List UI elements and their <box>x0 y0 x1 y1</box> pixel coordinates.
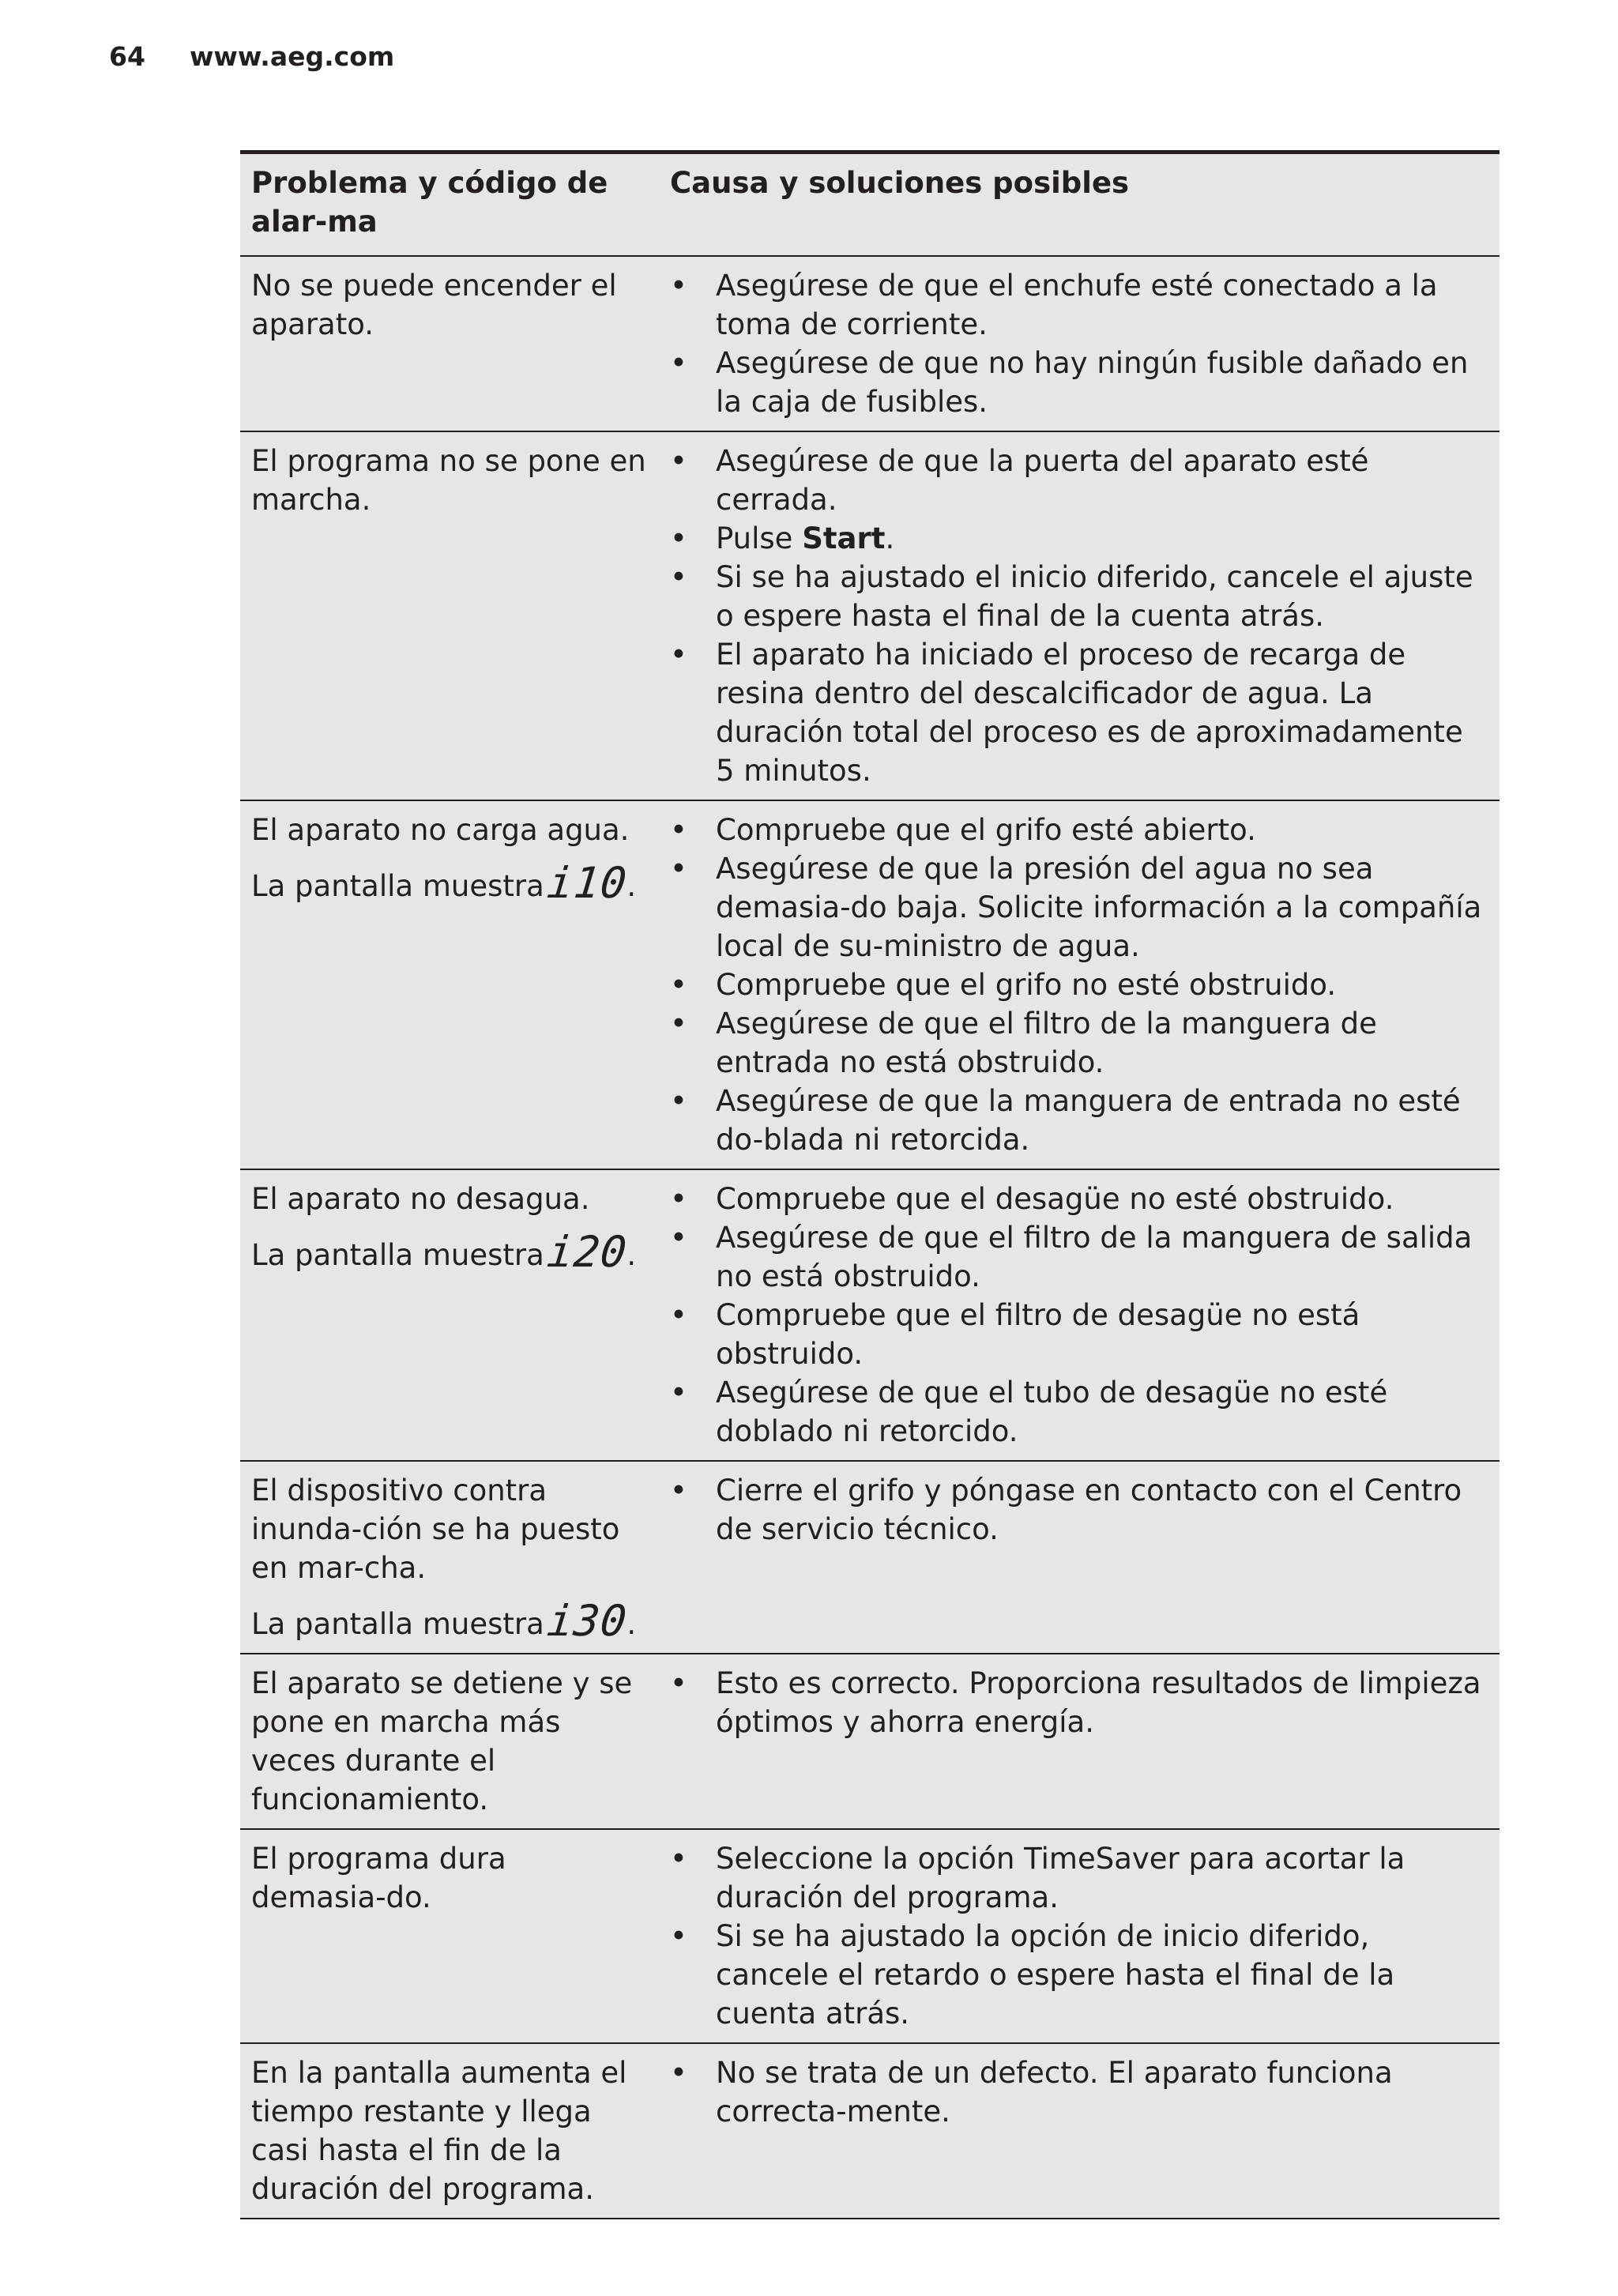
cause-item: • Asegúrese de que el filtro de la manguera de salida no está obstruido. <box>670 1218 1488 1296</box>
display-suffix: . <box>627 1607 637 1641</box>
display-message <box>251 858 648 908</box>
problem-cell <box>240 2043 659 2219</box>
problem-text: El aparato no desagua. <box>251 1182 590 1216</box>
cause-item: • Asegúrese de que la manguera de entrada no esté do-blada ni retorcida. <box>670 1082 1488 1159</box>
page-header <box>109 41 394 72</box>
causes-list <box>670 1180 1488 1451</box>
problem-text: El programa no se pone en marcha. <box>251 444 646 517</box>
table-row <box>240 431 1499 800</box>
cause-item: • Esto es correcto. Proporciona resultados de limpieza óptimos y ahorra energía. <box>670 1664 1488 1741</box>
table-row <box>240 256 1499 431</box>
causes-cell <box>659 256 1499 431</box>
cause-item <box>670 519 1488 558</box>
problem-text: El aparato no carga agua. <box>251 813 630 847</box>
cause-item: • Compruebe que el filtro de desagüe no está obstruido. <box>670 1296 1488 1373</box>
display-suffix: . <box>627 1238 637 1272</box>
cause-item: • Compruebe que el grifo esté abierto. <box>670 811 1488 849</box>
causes-list <box>670 1664 1488 1741</box>
alarm-code: i20 <box>544 1227 630 1277</box>
cause-item: • Asegúrese de que el enchufe esté conectado a la toma de corriente. <box>670 266 1488 344</box>
cause-item: • Seleccione la opción TimeSaver para acortar la duración del programa. <box>670 1839 1488 1917</box>
problem-cell <box>240 800 659 1169</box>
cause-item: • El aparato ha iniciado el proceso de recarga de resina dentro del descalcificador de agua. La duración total del proceso es de aproximadamente 5 minutos. <box>670 635 1488 790</box>
display-message <box>251 1596 648 1646</box>
problem-cell <box>240 1654 659 1829</box>
cause-text: . <box>885 521 895 555</box>
problem-text: No se puede encender el aparato. <box>251 269 617 341</box>
causes-cell <box>659 2043 1499 2219</box>
causes-cell <box>659 1461 1499 1654</box>
table-row <box>240 1461 1499 1654</box>
display-suffix: . <box>627 869 637 903</box>
causes-cell <box>659 1169 1499 1461</box>
cause-item: • No se trata de un defecto. El aparato funciona correcta-mente. <box>670 2053 1488 2131</box>
table-row <box>240 1169 1499 1461</box>
causes-cell <box>659 431 1499 800</box>
cause-item: • Si se ha ajustado el inicio diferido, cancele el ajuste o espere hasta el final de la cuenta atrás. <box>670 558 1488 635</box>
cause-item: • Asegúrese de que no hay ningún fusible dañado en la caja de fusibles. <box>670 344 1488 421</box>
display-prefix: La pantalla muestra <box>251 1607 544 1641</box>
causes-list <box>670 442 1488 790</box>
problem-text: El dispositivo contra inunda-ción se ha puesto en mar-cha. <box>251 1474 620 1585</box>
table-row <box>240 800 1499 1169</box>
cause-item: • Asegúrese de que el tubo de desagüe no esté doblado ni retorcido. <box>670 1373 1488 1451</box>
website-url: www.aeg.com <box>189 41 395 72</box>
start-button-label: Start <box>802 521 886 555</box>
table-row <box>240 2043 1499 2219</box>
causes-list <box>670 811 1488 1159</box>
column-header-problem: Problema y código de alar-ma <box>251 166 608 239</box>
causes-cell <box>659 1829 1499 2043</box>
display-message <box>251 1227 648 1277</box>
display-prefix: La pantalla muestra <box>251 1238 544 1272</box>
causes-cell <box>659 800 1499 1169</box>
cause-item: • Asegúrese de que la puerta del aparato esté cerrada. <box>670 442 1488 519</box>
display-prefix: La pantalla muestra <box>251 869 544 903</box>
problem-cell <box>240 1169 659 1461</box>
alarm-code: i10 <box>544 858 630 908</box>
alarm-code: i30 <box>544 1596 630 1646</box>
problem-cell <box>240 431 659 800</box>
cause-item: • Cierre el grifo y póngase en contacto con el Centro de servicio técnico. <box>670 1471 1488 1549</box>
cause-item: • Compruebe que el grifo no esté obstruido. <box>670 965 1488 1004</box>
problem-cell <box>240 1461 659 1654</box>
table-header-row <box>240 152 1499 257</box>
problem-text: El aparato se detiene y se pone en marcha más veces durante el funcionamiento. <box>251 1666 633 1816</box>
cause-item: • Asegúrese de que el filtro de la manguera de entrada no está obstruido. <box>670 1004 1488 1082</box>
causes-list <box>670 1839 1488 2033</box>
problem-text: El programa dura demasia-do. <box>251 1842 506 1914</box>
causes-cell <box>659 1654 1499 1829</box>
problem-cell <box>240 256 659 431</box>
cause-item: • Asegúrese de que la presión del agua no sea demasia-do baja. Solicite información a la compañía local de su-ministro de agua. <box>670 849 1488 965</box>
causes-list <box>670 2053 1488 2131</box>
column-header-causes: Causa y soluciones posibles <box>670 166 1130 200</box>
causes-list <box>670 266 1488 421</box>
table-row <box>240 1829 1499 2043</box>
problem-cell <box>240 1829 659 2043</box>
causes-list <box>670 1471 1488 1549</box>
cause-item: • Compruebe que el desagüe no esté obstruido. <box>670 1180 1488 1218</box>
page-number: 64 <box>109 41 145 72</box>
troubleshooting-table <box>240 150 1499 2219</box>
cause-item: • Si se ha ajustado la opción de inicio diferido, cancele el retardo o espere hasta el final de la cuenta atrás. <box>670 1917 1488 2033</box>
table-row <box>240 1654 1499 1829</box>
problem-text: En la pantalla aumenta el tiempo restante y llega casi hasta el fin de la duración del programa. <box>251 2056 627 2206</box>
cause-text: Pulse <box>716 521 803 555</box>
